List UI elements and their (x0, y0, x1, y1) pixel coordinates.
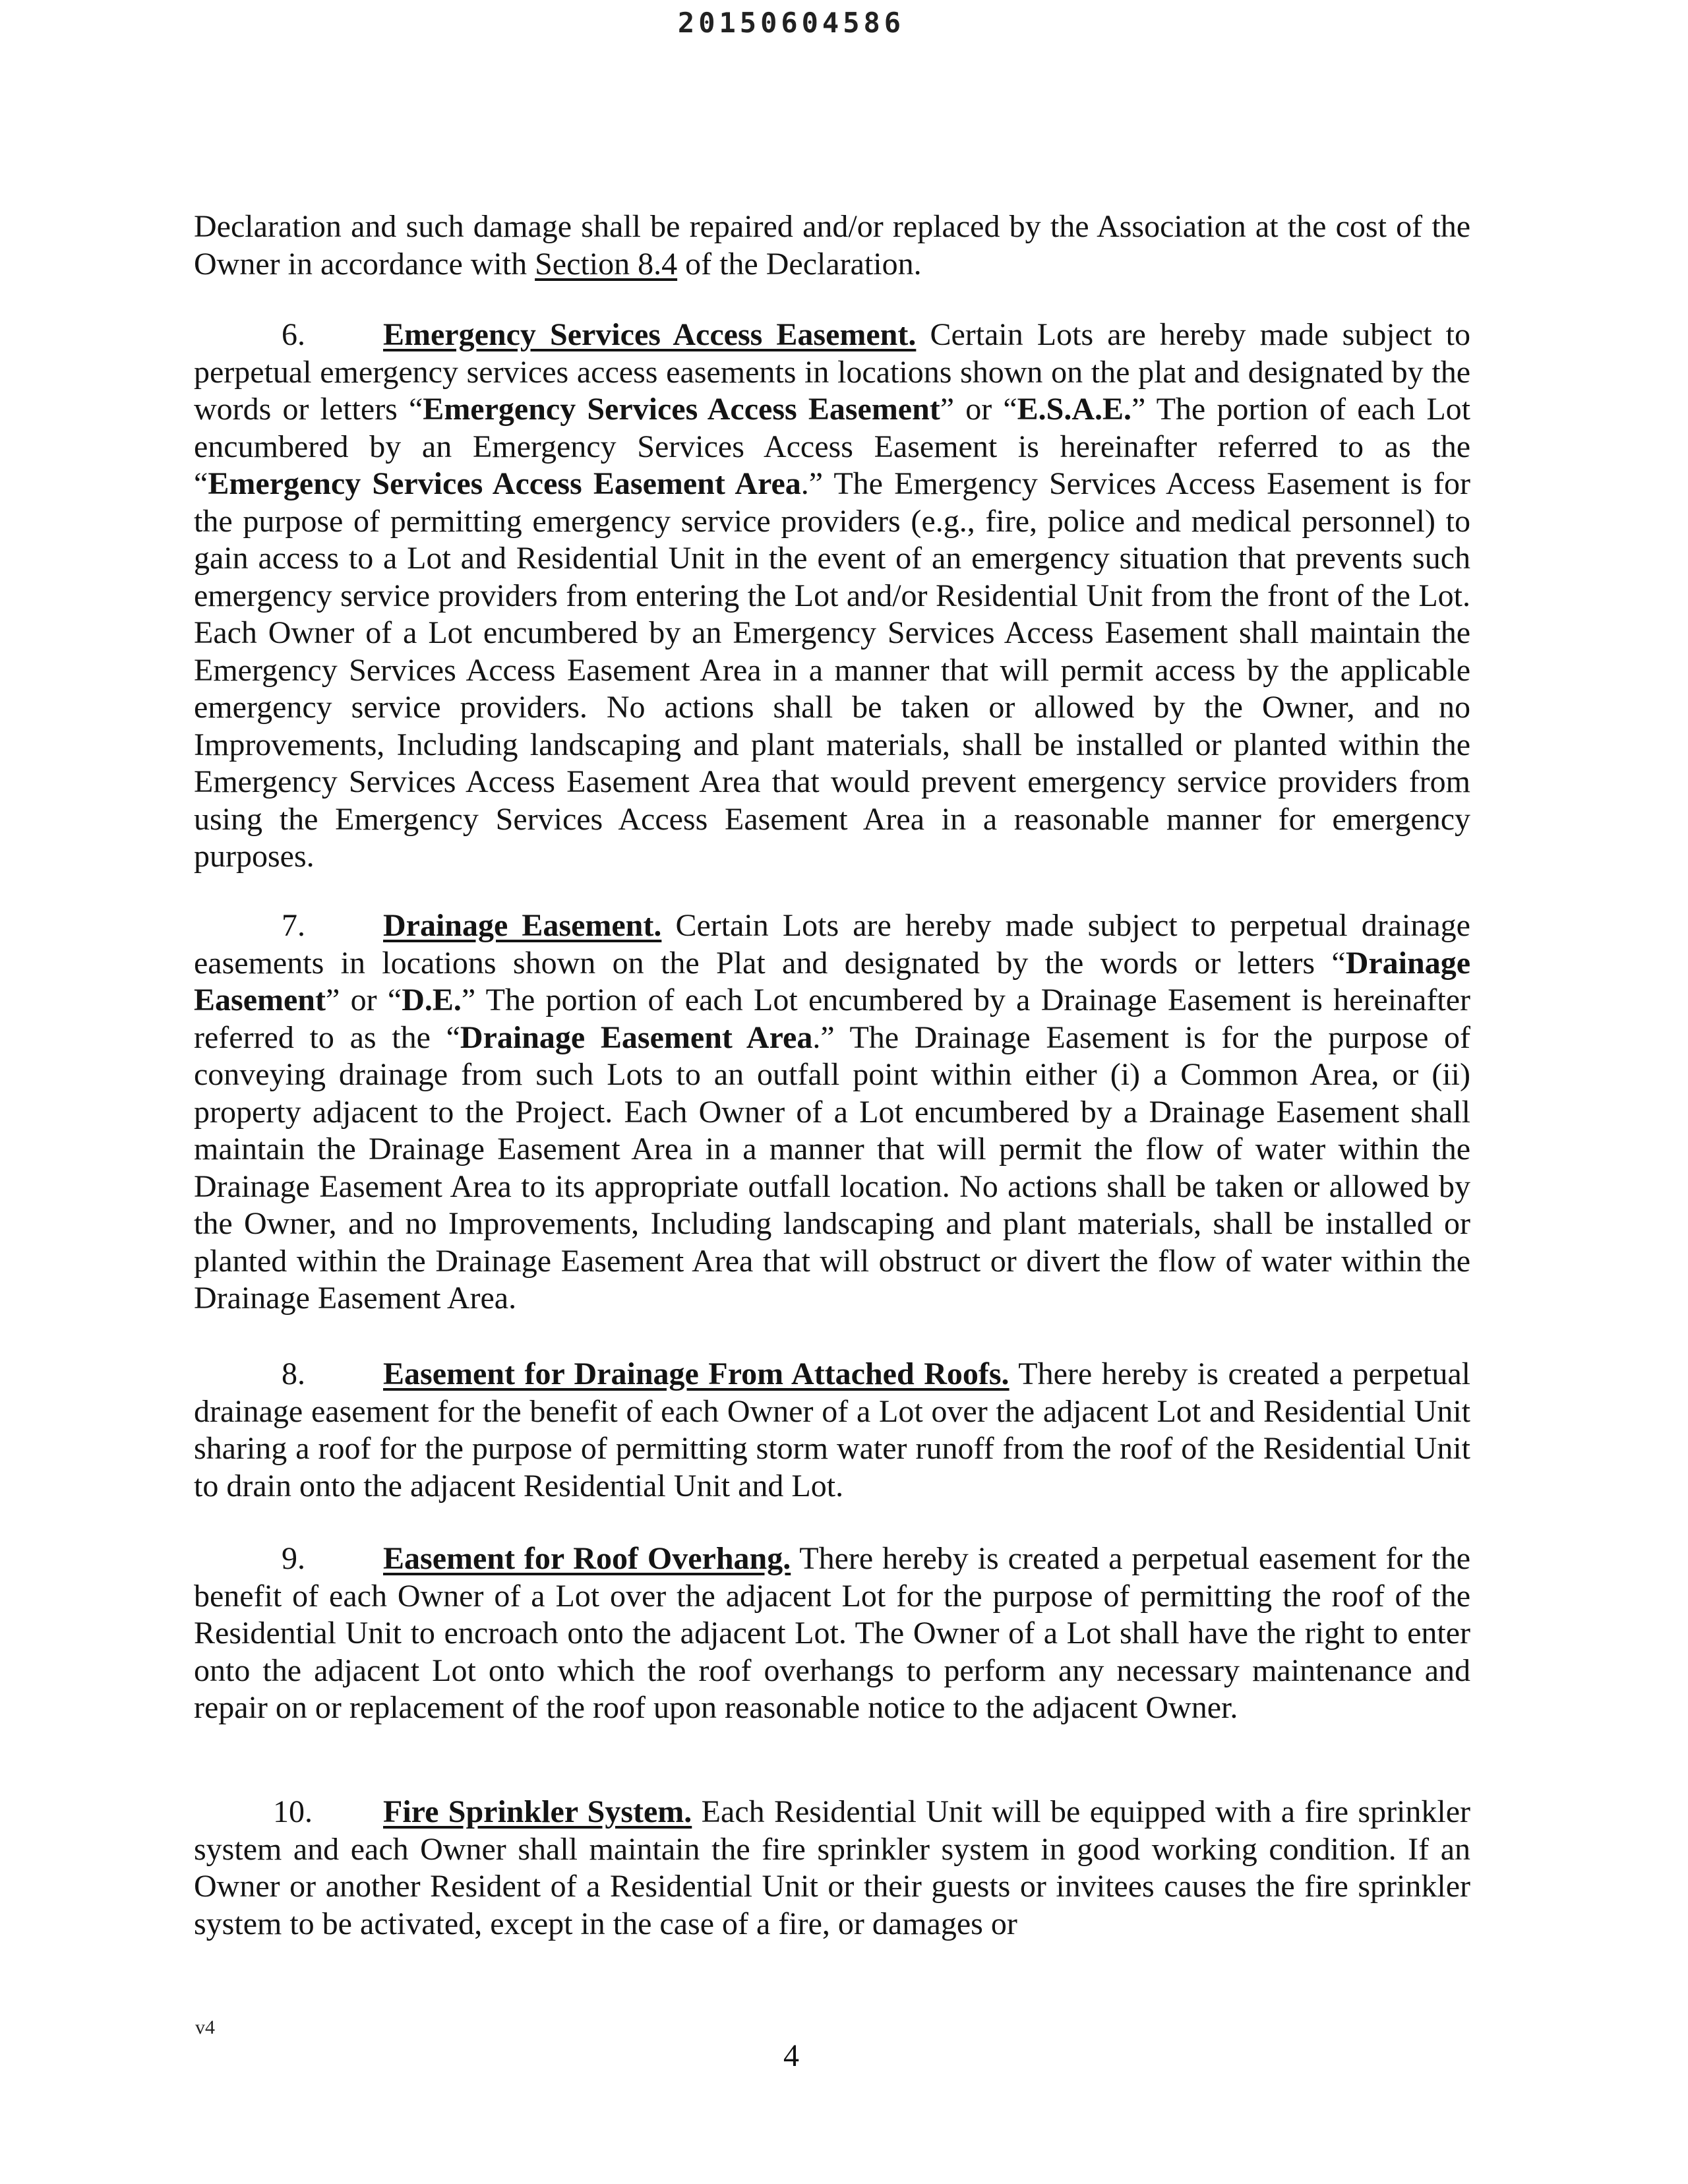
section-heading: Easement for Roof Overhang. (383, 1541, 791, 1576)
section-heading: Fire Sprinkler System. (383, 1794, 692, 1829)
section-8-paragraph (194, 1356, 1470, 1505)
section-7-paragraph (194, 907, 1470, 1318)
continuation-text-end: of the Declaration. (677, 246, 922, 282)
section-number: 9. (282, 1541, 305, 1576)
defined-term: Emergency Services Access Easement (423, 392, 940, 427)
section-text: Certain Lots are hereby made subject to perpetual emergency services access easements in locations shown on the plat and designated by the words or letters “ (194, 317, 1470, 427)
document-number: 20150604586 (677, 7, 905, 39)
section-heading: Drainage Easement. (383, 908, 662, 943)
section-number: 7. (282, 908, 305, 943)
section-heading: Emergency Services Access Easement. (383, 317, 917, 352)
page-number: 4 (783, 2038, 799, 2073)
section-9-paragraph (194, 1540, 1470, 1727)
section-text: ” or “ (940, 392, 1017, 427)
section-text: ” The portion of each Lot encumbered by a Drainage Easement is hereinafter referred to as the “ (194, 983, 1471, 1055)
section-text: .” The Emergency Services Access Easement is for the purpose of permitting emergency service providers (e.g., fire, police and medical personnel) to gain access to a Lot and Residential Unit in the event of an emergency situation that prevents such emergency service providers from entering the Lot and/or Residential Unit from the front of the Lot. Each Owner of a Lot encumbered by an Emergency Services Access Easement shall maintain the Emergency Services Access Easement Area in a manner that will permit access by the applicable emergency service providers. No actions shall be taken or allowed by the Owner, and no Improvements, Including landscaping and plant materials, shall be installed or planted within the Emergency Services Access Easement Area that would prevent emergency service providers from using the Emergency Services Access Easement Area in a reasonable manner for emergency purposes. (194, 466, 1471, 874)
defined-term: D.E. (402, 983, 462, 1017)
section-number: 6. (282, 317, 305, 352)
continuation-text: Declaration and such damage shall be repaired and/or replaced by the Association at the cost of the Owner in accordance with (194, 209, 1470, 282)
section-text: Certain Lots are hereby made subject to perpetual drainage easements in locations shown on the Plat and designated by the words or letters “ (194, 908, 1470, 981)
section-text: There hereby is created a perpetual drainage easement for the benefit of each Owner of a Lot over the adjacent Lot and Residential Unit sharing a roof for the purpose of permitting storm water runoff from the roof of the Residential Unit to drain onto the adjacent Residential Unit and Lot. (194, 1356, 1470, 1503)
section-reference: Section 8.4 (535, 246, 678, 282)
section-number: 8. (282, 1356, 305, 1391)
section-10-paragraph (194, 1794, 1470, 1943)
section-heading: Easement for Drainage From Attached Roofs. (383, 1356, 1010, 1391)
defined-term: E.S.A.E. (1017, 392, 1132, 427)
section-text: There hereby is created a perpetual easement for the benefit of each Owner of a Lot over the adjacent Lot for the purpose of permitting the roof of the Residential Unit to encroach onto the adjacent Lot. The Owner of a Lot shall have the right to enter onto the adjacent Lot onto which the roof overhangs to perform any necessary maintenance and repair on or replacement of the roof upon reasonable notice to the adjacent Owner. (194, 1541, 1470, 1725)
section-text: ” or “ (325, 983, 402, 1017)
section-6-paragraph (194, 317, 1470, 876)
defined-term: Emergency Services Access Easement Area (208, 466, 801, 501)
section-text: Each Residential Unit will be equipped with a fire sprinkler system and each Owner shall maintain the fire sprinkler system in good working condition. If an Owner or another Resident of a Residential Unit or their guests or invitees causes the fire sprinkler system to be activated, except in the case of a fire, or damages or (194, 1794, 1471, 1941)
section-number: 10. (273, 1794, 313, 1829)
defined-term: Drainage Easement (194, 945, 1470, 1017)
section-text: .” The Drainage Easement is for the purpose of conveying drainage from such Lots to an outfall point within either (i) a Common Area, or (ii) property adjacent to the Project. Each Owner of a Lot encumbered by a Drainage Easement shall maintain the Drainage Easement Area in a manner that will permit the flow of water within the Drainage Easement Area to its appropriate outfall location. No actions shall be taken or allowed by the Owner, and no Improvements, Including landscaping and plant materials, shall be installed or planted within the Drainage Easement Area that will obstruct or divert the flow of water within the Drainage Easement Area. (194, 1019, 1471, 1316)
version-label: v4 (195, 2017, 215, 2038)
section-text: ” The portion of each Lot encumbered by an Emergency Services Access Easement is hereinafter referred to as the “ (194, 392, 1470, 501)
continuation-paragraph (194, 208, 1470, 283)
defined-term: Drainage Easement Area (460, 1019, 813, 1055)
